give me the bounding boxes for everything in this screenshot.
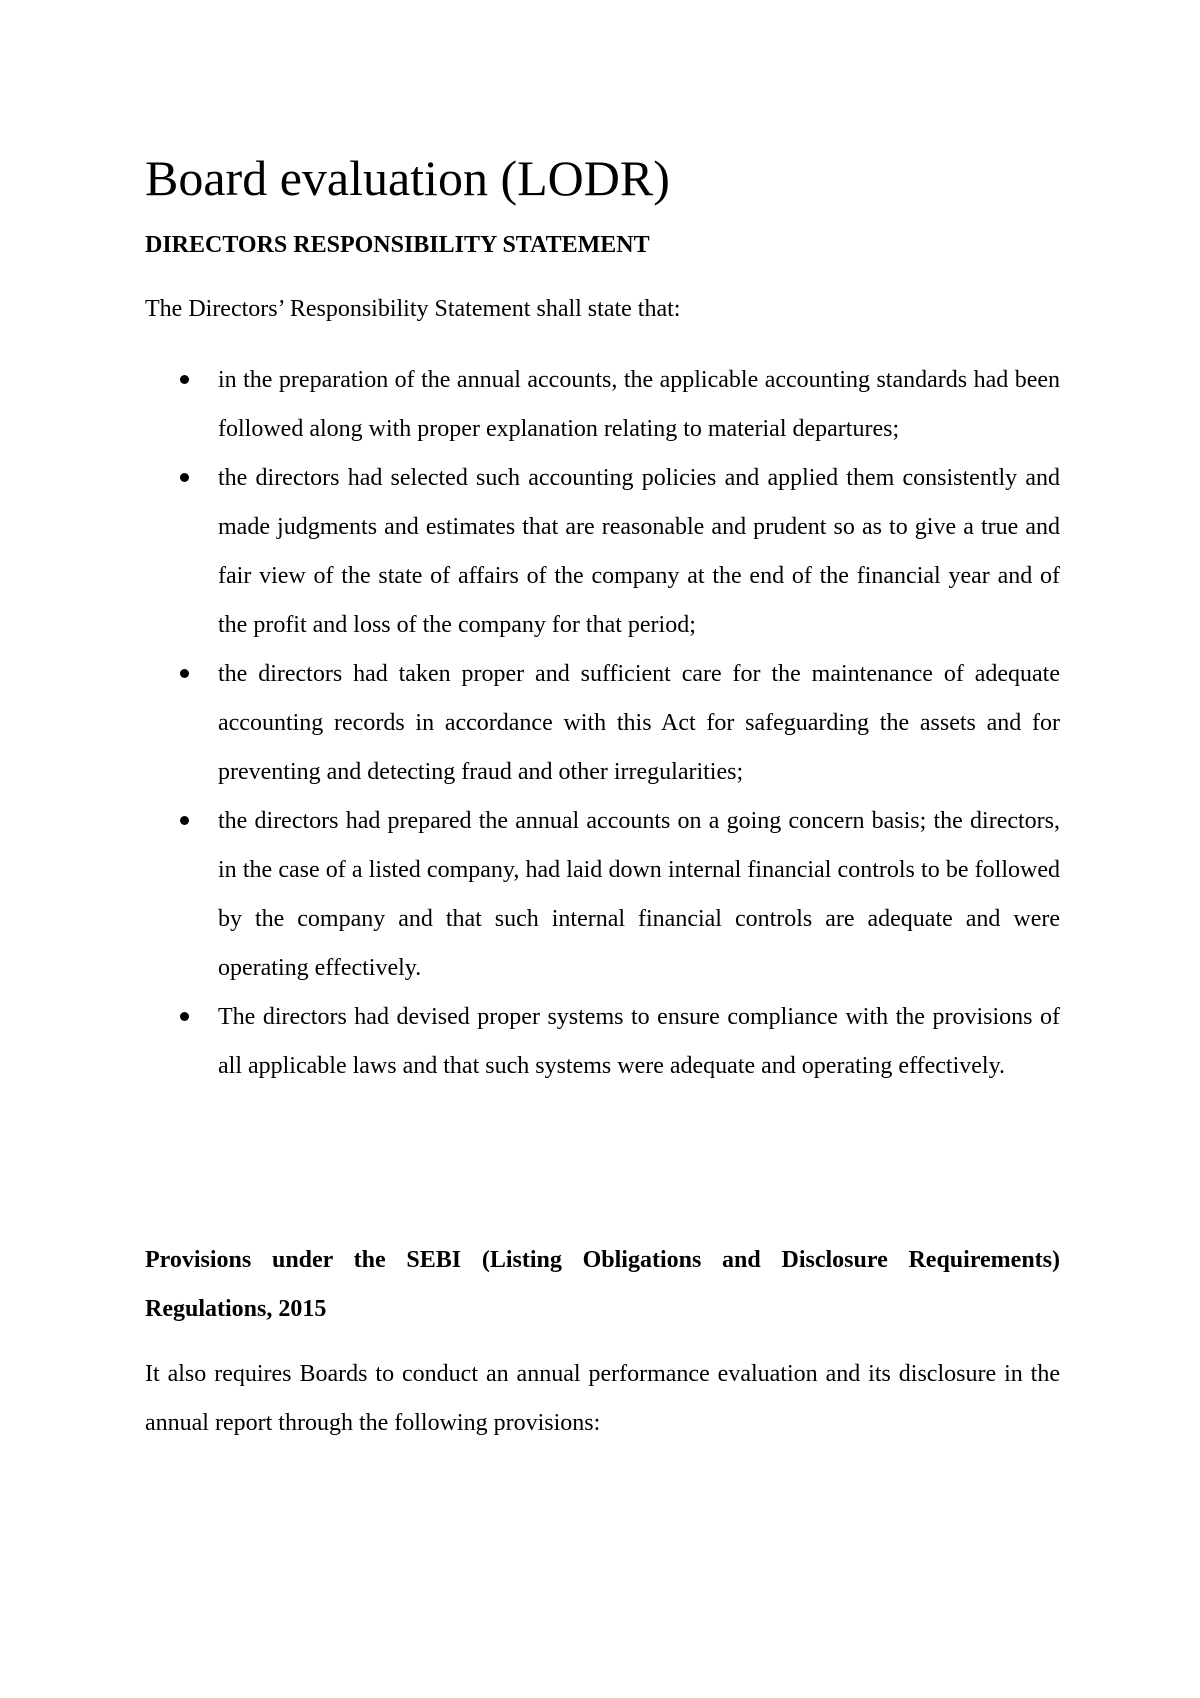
bullet-icon bbox=[180, 669, 189, 678]
section-heading: DIRECTORS RESPONSIBILITY STATEMENT bbox=[145, 232, 650, 258]
provisions-heading: Provisions under the SEBI (Listing Obligations and Disclosure Requirements) Regulations, 2015 bbox=[145, 1247, 1060, 1322]
bullet-icon bbox=[180, 375, 189, 384]
intro-paragraph: The Directors’ Responsibility Statement shall state that: bbox=[145, 296, 681, 322]
list-item-text: in the preparation of the annual accounts, the applicable accounting standards had been followed along with proper explanation relating to material departures; bbox=[218, 367, 1060, 442]
list-item bbox=[145, 356, 1060, 454]
bullet-icon bbox=[180, 1012, 189, 1021]
list-item-text: the directors had prepared the annual accounts on a going concern basis; the directors, in the case of a listed company, had laid down internal financial controls to be followed by the company and that such internal financial controls are adequate and were operating effectively. bbox=[218, 808, 1060, 981]
list-item bbox=[145, 797, 1060, 993]
document-title: Board evaluation (LODR) bbox=[145, 150, 670, 206]
list-item bbox=[145, 454, 1060, 650]
list-item bbox=[145, 650, 1060, 797]
bullet-icon bbox=[180, 816, 189, 825]
list-item-text: the directors had taken proper and sufficient care for the maintenance of adequate accounting records in accordance with this Act for safeguarding the assets and for preventing and detecting fraud and other irregularities; bbox=[218, 661, 1060, 785]
bullet-icon bbox=[180, 473, 189, 482]
closing-paragraph: It also requires Boards to conduct an annual performance evaluation and its disclosure in the annual report through the following provisions: bbox=[145, 1361, 1060, 1436]
list-item bbox=[145, 993, 1060, 1091]
responsibility-list bbox=[145, 356, 1060, 1091]
list-item-text: The directors had devised proper systems to ensure compliance with the provisions of all applicable laws and that such systems were adequate and operating effectively. bbox=[218, 1004, 1060, 1079]
list-item-text: the directors had selected such accounting policies and applied them consistently and made judgments and estimates that are reasonable and prudent so as to give a true and fair view of the state of affairs of the company at the end of the financial year and of the profit and loss of the company for that period; bbox=[218, 465, 1060, 638]
